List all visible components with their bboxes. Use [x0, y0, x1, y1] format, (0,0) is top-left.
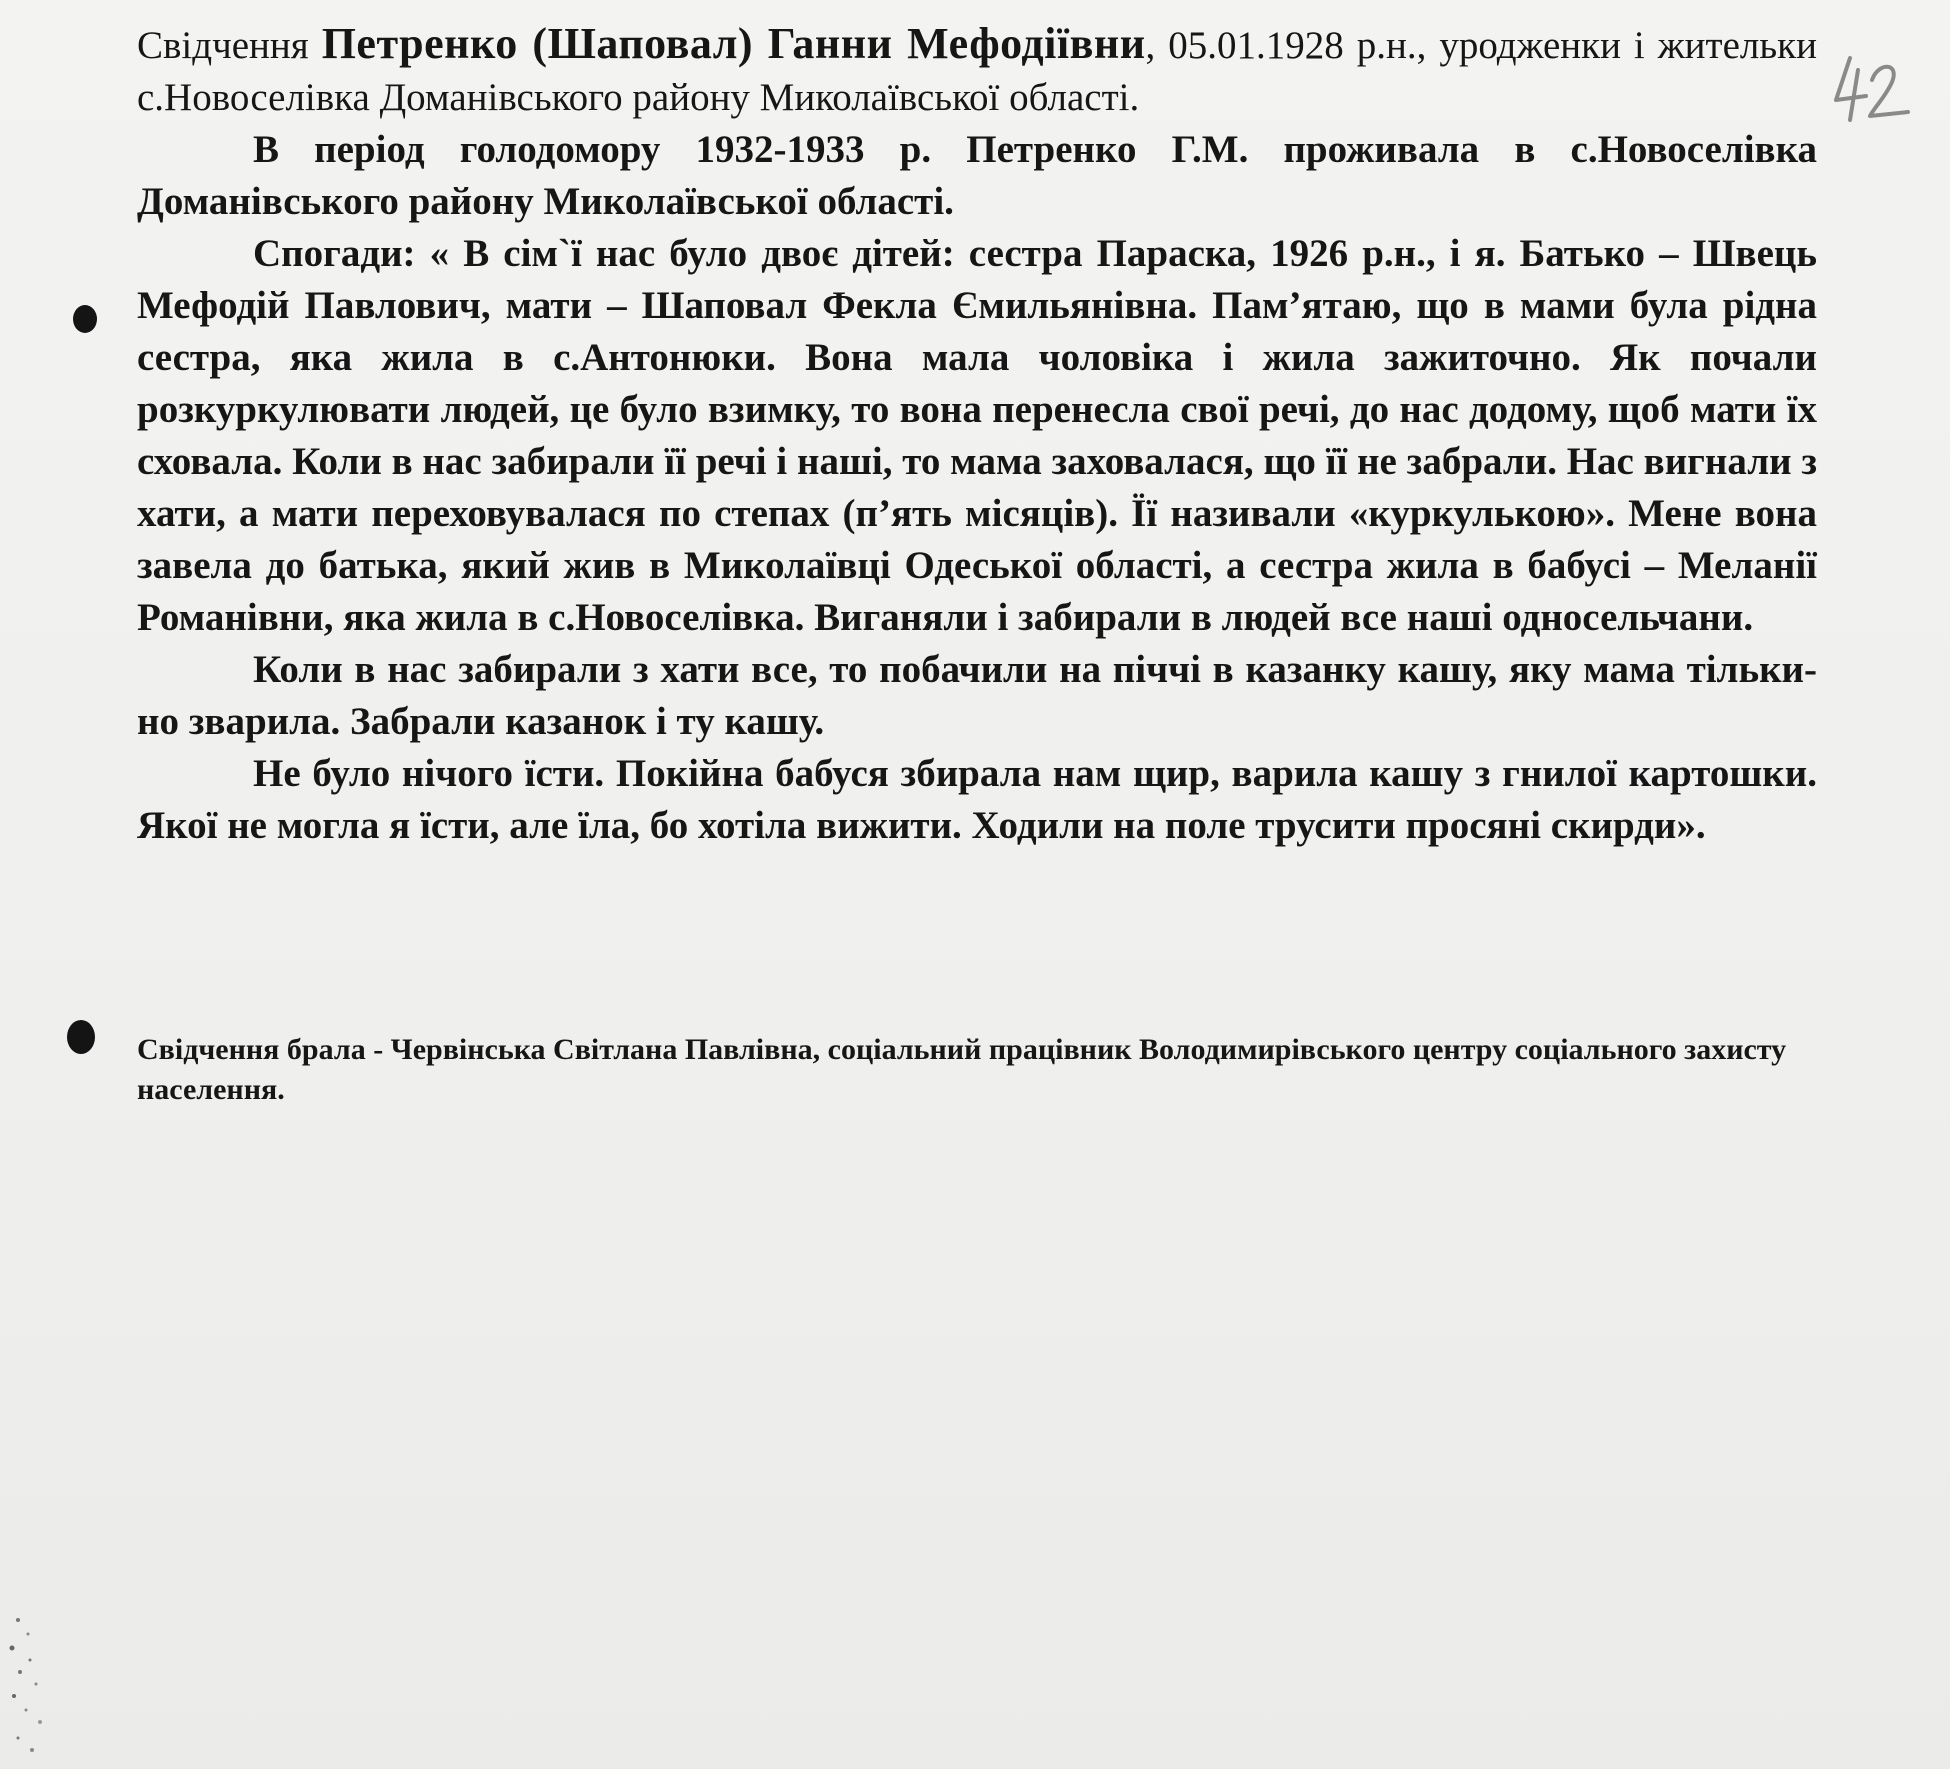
punch-hole-lower — [67, 1020, 95, 1054]
witness-name: Петренко (Шаповал) Ганни Мефодіївни — [321, 19, 1146, 68]
intro-label: Свідчення — [137, 24, 309, 67]
signature-note: Свідчення брала - Червінська Світлана Павлівна, соціальний працівник Володимирівського центру соціального захисту населення. — [137, 1033, 1787, 1106]
punch-hole-upper — [73, 305, 97, 333]
memories-paragraph: Спогади: « В сім`ї нас було двоє дітей: сестра Параска, 1926 р.н., і я. Батько – Швець Мефодій Павлович, мати – Шаповал Фекла Ємильянівна. Пам’ятаю, що в мами була рідна сестра, яка жила в с.Антонюки. Вона мала чоловіка і жила зажиточно. Як почали розкуркулювати людей, це було взимку, то вона перенесла свої речі, до нас додому, щоб мати їх сховала. Коли в нас забирали її речі і наші, то мама заховалася, що її не забрали. Нас вигнали з хати, а мати переховувалася по степах (п’ять місяців). Її називали «куркулькою». Мене вона завела до батька, який жив в Миколаївці Одеської області, а сестра жила в бабусі – Меланії Романівни, яка жила в с.Новоселівка. Виганяли і забирали в людей все наші односельчани. — [137, 232, 1817, 639]
hunger-paragraph: Не було нічого їсти. Покійна бабуся збирала нам щир, варила кашу з гнилої картошки. Якої не могла я їсти, але їла, бо хотіла вижити. Ходили на поле трусити просяні скирди». — [137, 752, 1817, 847]
seizure-paragraph: Коли в нас забирали з хати все, то побачили на піччі в казанку кашу, яку мама тільки-но зварила. Забрали казанок і ту кашу. — [137, 648, 1817, 743]
paper-edge-speckles — [0, 1600, 60, 1769]
intro-rest: , 05.01.1928 р.н., уродженки і жительки с.Новоселівка Доманівського району Миколаївської області. — [137, 24, 1817, 119]
residence-paragraph: В період голодомору 1932-1933 р. Петренко Г.М. проживала в с.Новоселівка Доманівського району Миколаївської області. — [137, 128, 1817, 223]
document-body — [137, 18, 1817, 852]
intro-paragraph — [137, 18, 1817, 124]
handwritten-page-number — [1828, 50, 1918, 130]
